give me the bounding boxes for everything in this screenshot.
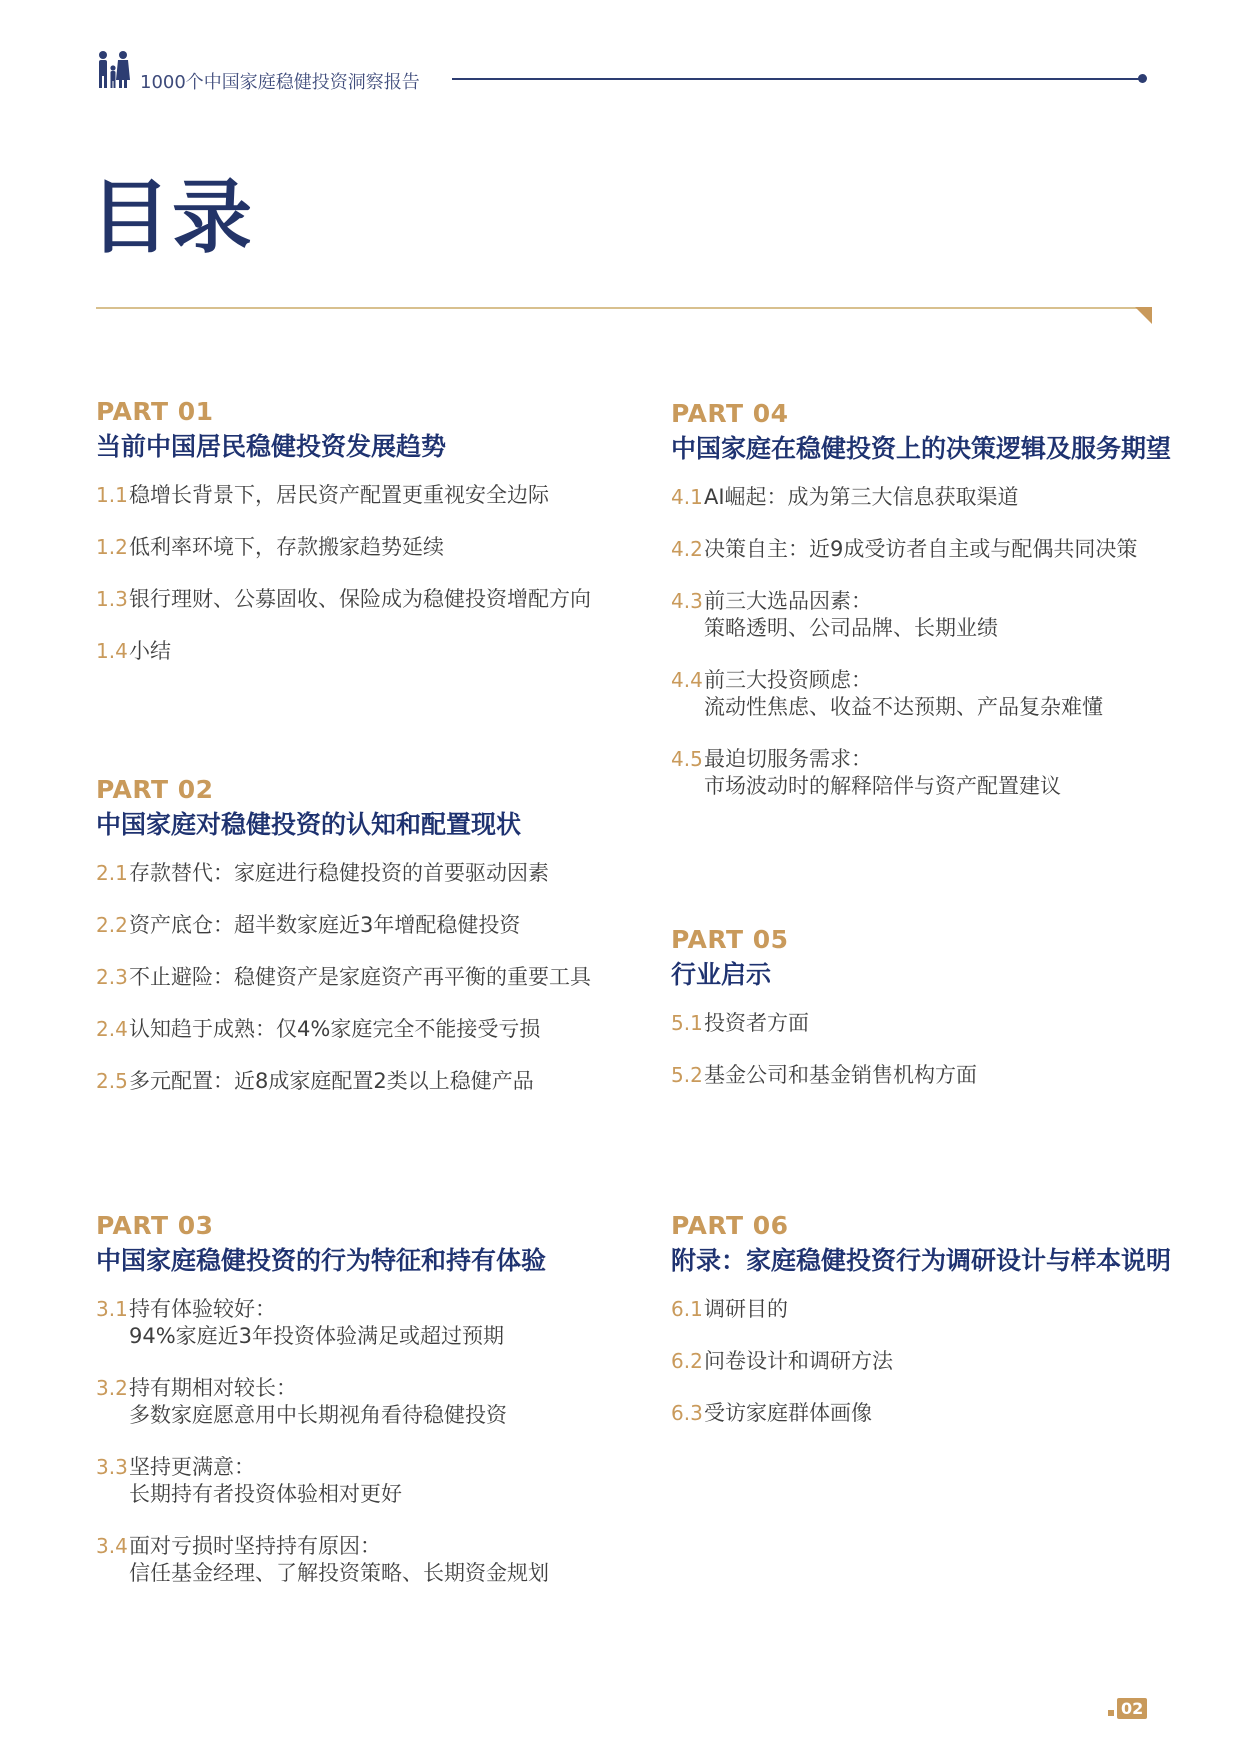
toc-item[interactable] bbox=[96, 964, 616, 991]
toc-item-text: 银行理财、公募固收、保险成为稳健投资增配方向 bbox=[129, 587, 591, 611]
toc-item-text: 持有体验较好： bbox=[129, 1297, 276, 1321]
toc-item-number: 4.1 bbox=[671, 485, 703, 509]
toc-part-2 bbox=[96, 774, 616, 1120]
toc-part-4 bbox=[671, 398, 1191, 825]
toc-item-subtext: 信任基金经理、了解投资策略、长期资金规划 bbox=[129, 1561, 549, 1585]
toc-item-subtext: 多数家庭愿意用中长期视角看待稳健投资 bbox=[129, 1403, 507, 1427]
toc-item-number: 1.2 bbox=[96, 535, 128, 559]
toc-item-text: 存款替代：家庭进行稳健投资的首要驱动因素 bbox=[129, 861, 549, 885]
title-divider bbox=[96, 307, 1152, 309]
toc-item-text: 不止避险：稳健资产是家庭资产再平衡的重要工具 bbox=[129, 965, 591, 989]
toc-item-text: 受访家庭群体画像 bbox=[704, 1401, 872, 1425]
toc-item-text: 前三大投资顾虑： bbox=[704, 668, 872, 692]
toc-item-number: 6.1 bbox=[671, 1297, 703, 1321]
part-label: PART 06 bbox=[671, 1211, 789, 1240]
toc-item[interactable] bbox=[671, 1296, 1191, 1323]
part-items bbox=[96, 1296, 616, 1587]
toc-item[interactable] bbox=[96, 1454, 616, 1508]
part-label: PART 05 bbox=[671, 925, 789, 954]
toc-item-text: 面对亏损时坚持持有原因： bbox=[129, 1534, 381, 1558]
toc-item-number: 3.3 bbox=[96, 1455, 128, 1479]
toc-item[interactable] bbox=[671, 746, 1191, 800]
part-title: 中国家庭稳健投资的行为特征和持有体验 bbox=[96, 1246, 547, 1275]
toc-item-text: 坚持更满意： bbox=[129, 1455, 255, 1479]
toc-item[interactable] bbox=[671, 588, 1191, 642]
toc-item-number: 5.2 bbox=[671, 1063, 703, 1087]
toc-item-text: 持有期相对较长： bbox=[129, 1376, 297, 1400]
toc-item-number: 2.1 bbox=[96, 861, 128, 885]
divider-corner-triangle bbox=[1135, 307, 1152, 324]
part-title: 当前中国居民稳健投资发展趋势 bbox=[96, 432, 447, 461]
toc-item-number: 3.2 bbox=[96, 1376, 128, 1400]
toc-item-text: 前三大选品因素： bbox=[704, 589, 872, 613]
toc-part-3 bbox=[96, 1210, 616, 1612]
header-rule-dot bbox=[1138, 74, 1147, 83]
part-label: PART 03 bbox=[96, 1211, 214, 1240]
part-label: PART 04 bbox=[671, 399, 789, 428]
report-header bbox=[96, 50, 1148, 93]
toc-item[interactable] bbox=[671, 1062, 1191, 1089]
toc-part-5 bbox=[671, 924, 1191, 1114]
header-rule bbox=[452, 78, 1142, 80]
toc-item-text: 小结 bbox=[129, 639, 171, 663]
part-title: 附录：家庭稳健投资行为调研设计与样本说明 bbox=[671, 1246, 1172, 1275]
toc-item[interactable] bbox=[96, 482, 616, 509]
toc-item[interactable] bbox=[671, 1348, 1191, 1375]
toc-item-number: 6.2 bbox=[671, 1349, 703, 1373]
part-items bbox=[671, 1296, 1191, 1427]
toc-item[interactable] bbox=[96, 1068, 616, 1095]
part-title: 中国家庭对稳健投资的认知和配置现状 bbox=[96, 810, 522, 839]
toc-item-number: 4.3 bbox=[671, 589, 703, 613]
toc-item-text: 稳增长背景下，居民资产配置更重视安全边际 bbox=[129, 483, 549, 507]
toc-item[interactable] bbox=[671, 536, 1191, 563]
toc-item-subtext: 94%家庭近3年投资体验满足或超过预期 bbox=[129, 1324, 505, 1348]
toc-item-text: 投资者方面 bbox=[704, 1011, 809, 1035]
family-icon bbox=[96, 50, 130, 90]
toc-item-text: 决策自主：近9成受访者自主或与配偶共同决策 bbox=[704, 537, 1138, 561]
page-number bbox=[1108, 1698, 1147, 1719]
toc-item-number: 1.4 bbox=[96, 639, 128, 663]
toc-item-text: 基金公司和基金销售机构方面 bbox=[704, 1063, 977, 1087]
toc-item-text: 调研目的 bbox=[704, 1297, 788, 1321]
toc-item-number: 2.3 bbox=[96, 965, 128, 989]
toc-item-number: 3.1 bbox=[96, 1297, 128, 1321]
toc-part-1 bbox=[96, 396, 616, 690]
toc-item[interactable] bbox=[96, 638, 616, 665]
toc-item-text: 多元配置：近8成家庭配置2类以上稳健产品 bbox=[129, 1069, 534, 1093]
toc-item-text: 最迫切服务需求： bbox=[704, 747, 872, 771]
toc-item-subtext: 市场波动时的解释陪伴与资产配置建议 bbox=[704, 774, 1061, 798]
part-items bbox=[671, 484, 1191, 800]
toc-item[interactable] bbox=[671, 667, 1191, 721]
toc-item[interactable] bbox=[96, 860, 616, 887]
toc-item[interactable] bbox=[96, 1016, 616, 1043]
toc-item-number: 4.5 bbox=[671, 747, 703, 771]
toc-item-subtext: 长期持有者投资体验相对更好 bbox=[129, 1482, 402, 1506]
toc-item-number: 6.3 bbox=[671, 1401, 703, 1425]
toc-item-number: 4.4 bbox=[671, 668, 703, 692]
toc-item[interactable] bbox=[96, 1296, 616, 1350]
part-items bbox=[671, 1010, 1191, 1089]
toc-item[interactable] bbox=[96, 1375, 616, 1429]
toc-item[interactable] bbox=[671, 1010, 1191, 1037]
toc-item[interactable] bbox=[96, 586, 616, 613]
toc-item-text: 问卷设计和调研方法 bbox=[704, 1349, 893, 1373]
toc-item-text: 认知趋于成熟：仅4%家庭完全不能接受亏损 bbox=[129, 1017, 541, 1041]
toc-item[interactable] bbox=[671, 484, 1191, 511]
toc-item-number: 1.1 bbox=[96, 483, 128, 507]
page-number-value: 02 bbox=[1117, 1698, 1147, 1719]
toc-item-number: 5.1 bbox=[671, 1011, 703, 1035]
part-items bbox=[96, 482, 616, 665]
part-items bbox=[96, 860, 616, 1095]
toc-item-number: 2.2 bbox=[96, 913, 128, 937]
toc-item-number: 4.2 bbox=[671, 537, 703, 561]
toc-item[interactable] bbox=[96, 534, 616, 561]
toc-item-number: 2.5 bbox=[96, 1069, 128, 1093]
toc-item[interactable] bbox=[96, 912, 616, 939]
page-number-dot bbox=[1108, 1710, 1114, 1716]
toc-item-text: AI崛起：成为第三大信息获取渠道 bbox=[704, 485, 1019, 509]
toc-item-text: 资产底仓：超半数家庭近3年增配稳健投资 bbox=[129, 913, 521, 937]
part-label: PART 02 bbox=[96, 775, 214, 804]
toc-item-number: 3.4 bbox=[96, 1534, 128, 1558]
part-title: 中国家庭在稳健投资上的决策逻辑及服务期望 bbox=[671, 434, 1172, 463]
toc-item-subtext: 流动性焦虑、收益不达预期、产品复杂难懂 bbox=[704, 695, 1103, 719]
part-title: 行业启示 bbox=[671, 960, 772, 989]
toc-item-text: 低利率环境下，存款搬家趋势延续 bbox=[129, 535, 444, 559]
toc-item[interactable] bbox=[671, 1400, 1191, 1427]
page-title: 目录 bbox=[90, 171, 254, 264]
toc-item-number: 2.4 bbox=[96, 1017, 128, 1041]
toc-item-subtext: 策略透明、公司品牌、长期业绩 bbox=[704, 616, 998, 640]
toc-item-number: 1.3 bbox=[96, 587, 128, 611]
part-label: PART 01 bbox=[96, 397, 214, 426]
toc-part-6 bbox=[671, 1210, 1191, 1452]
toc-item[interactable] bbox=[96, 1533, 616, 1587]
report-title: 1000个中国家庭稳健投资洞察报告 bbox=[140, 72, 420, 93]
